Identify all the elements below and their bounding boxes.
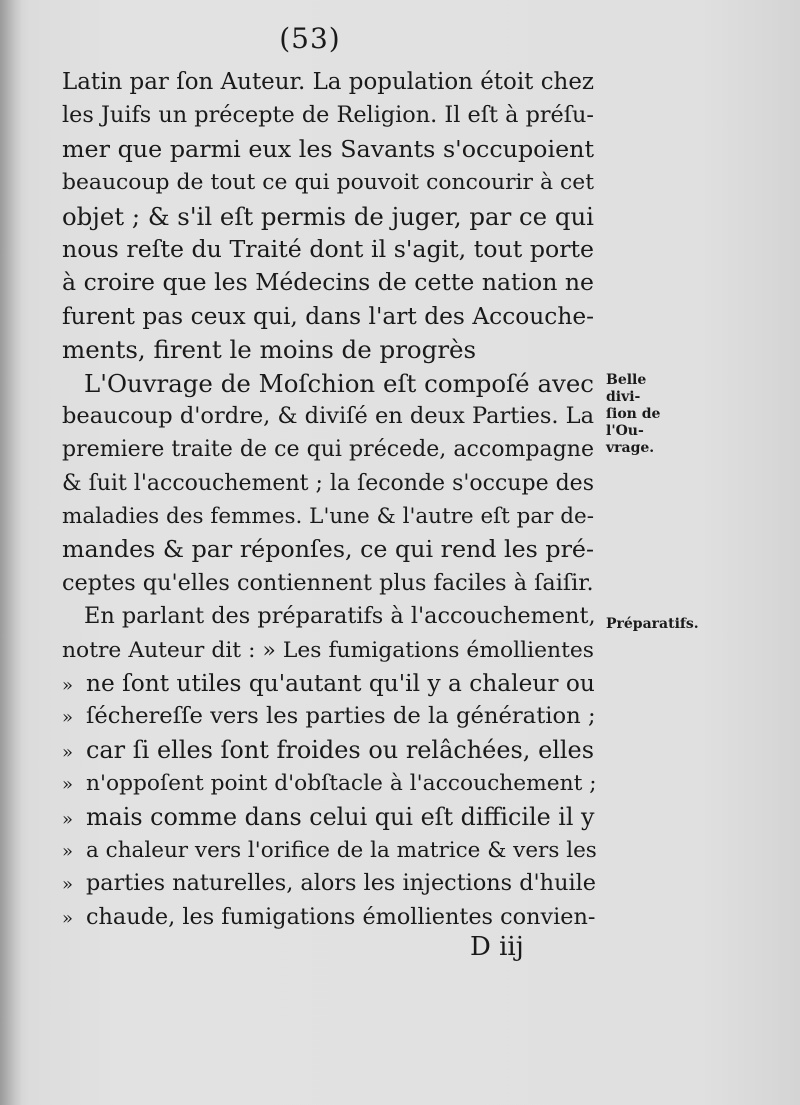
line-text: notre Auteur dit : » Les fumigations émollientes xyxy=(62,637,594,663)
line-text: car ſi elles ſont froides ou relâchées, elles xyxy=(86,735,594,764)
text-line xyxy=(62,667,594,700)
text-line xyxy=(62,233,594,266)
quote-mark: » xyxy=(62,808,74,830)
line-text: a chaleur vers l'orifice de la matrice & vers les xyxy=(86,837,597,863)
line-text: premiere traite de ce qui précede, accompagne xyxy=(62,437,594,463)
text-line xyxy=(62,300,594,333)
text-line xyxy=(62,600,594,633)
text-line xyxy=(62,333,594,366)
line-text: objet ; & s'il eſt permis de juger, par ce qui xyxy=(62,201,594,231)
margin-note-line: Belle divi- xyxy=(606,372,647,405)
text-line xyxy=(62,834,597,867)
line-text: ſéchereſſe vers les parties de la génération ; xyxy=(86,703,596,730)
quote-mark: » xyxy=(62,907,74,929)
quote-mark: » xyxy=(62,741,74,763)
signature-mark: D iij xyxy=(470,932,524,962)
text-line xyxy=(62,400,594,433)
body-text xyxy=(62,66,597,934)
text-line xyxy=(62,266,594,299)
line-text: mais comme dans celui qui eſt difficile il y xyxy=(86,802,595,831)
quote-mark: » xyxy=(62,675,74,697)
text-line xyxy=(62,99,594,132)
margin-note-line: vrage. xyxy=(606,440,655,456)
text-line xyxy=(62,133,594,166)
line-text: chaude, les fumigations émollientes convien- xyxy=(86,903,596,930)
quote-mark: » xyxy=(62,874,74,896)
text-line xyxy=(62,533,594,566)
text-line xyxy=(62,467,594,500)
margin-note-line: Préparatifs. xyxy=(606,616,699,632)
line-text: ceptes qu'elles contiennent plus faciles à ſaiſir. xyxy=(62,569,594,596)
line-text: furent pas ceux qui, dans l'art des Accouche- xyxy=(62,302,594,330)
text-line xyxy=(62,634,594,667)
line-text: ne ſont utiles qu'autant qu'il y a chaleur ou xyxy=(86,670,595,698)
text-line xyxy=(62,567,594,600)
line-text: & ſuit l'accouchement ; la ſeconde s'occupe des xyxy=(62,470,594,496)
line-text: nous reſte du Traité dont il s'agit, tout porte xyxy=(62,234,594,263)
text-line xyxy=(62,767,597,800)
text-line xyxy=(62,734,594,767)
line-text: mer que parmi eux les Savants s'occupoient xyxy=(62,134,594,163)
text-line xyxy=(62,433,594,466)
text-line xyxy=(62,867,594,900)
text-line xyxy=(62,66,594,99)
line-text: n'oppoſent point d'obſtacle à l'accouchement ; xyxy=(86,771,597,797)
line-text: beaucoup de tout ce qui pouvoit concourir à cet xyxy=(62,170,594,196)
binding-shadow xyxy=(0,0,22,1105)
line-text: En parlant des préparatifs à l'accouchement, xyxy=(84,603,596,630)
line-text: Latin par ſon Auteur. La population étoit chez xyxy=(62,69,594,95)
margin-note-preparatifs xyxy=(606,616,699,633)
line-text: parties naturelles, alors les injections d'huile xyxy=(86,870,596,897)
text-line xyxy=(62,166,594,199)
text-line xyxy=(62,801,594,834)
page-number: (53) xyxy=(279,22,341,55)
text-line xyxy=(62,200,594,233)
margin-note-division xyxy=(606,372,682,457)
text-line xyxy=(62,901,594,934)
line-text: mandes & par réponſes, ce qui rend les pré- xyxy=(62,535,594,564)
line-text: beaucoup d'ordre, & diviſé en deux Parties. La xyxy=(62,402,595,429)
line-text: L'Ouvrage de Moſchion eſt compoſé avec xyxy=(84,368,594,398)
quote-mark: » xyxy=(62,774,74,796)
text-line xyxy=(62,700,594,733)
line-text: les Juifs un précepte de Religion. Il eſt à préſu- xyxy=(62,102,594,129)
line-text: maladies des femmes. L'une & l'autre eſt par de- xyxy=(62,504,594,530)
line-text: ments, firent le moins de progrès xyxy=(62,335,477,365)
line-text: à croire que les Médecins de cette nation ne xyxy=(62,268,594,297)
text-line xyxy=(62,367,594,400)
quote-mark: » xyxy=(62,840,74,862)
quote-mark: » xyxy=(62,707,74,729)
margin-note-line: ſion de l'Ou- xyxy=(606,406,661,439)
text-line xyxy=(62,500,594,533)
